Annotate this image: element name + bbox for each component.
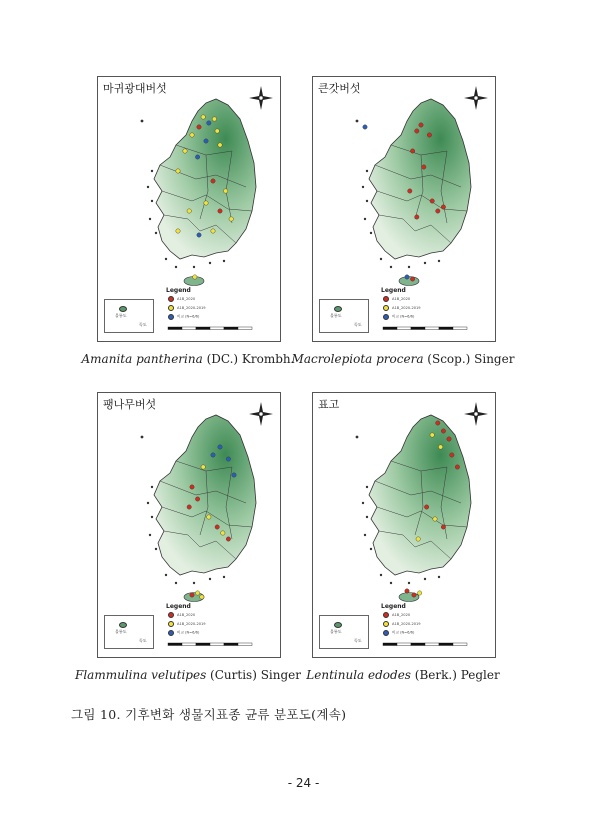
- korea-distribution-map: [351, 407, 491, 607]
- legend-title: Legend: [381, 603, 406, 610]
- inset-map-box: [104, 615, 154, 649]
- scale-bar: [166, 325, 262, 337]
- occurrence-marker: [441, 429, 445, 433]
- page-number: - 24 -: [287, 776, 320, 790]
- species-author: (DC.) Krombh.: [202, 352, 295, 366]
- legend-item-label: 비교 (N=6/6): [392, 314, 415, 319]
- occurrence-marker: [226, 457, 230, 461]
- occurrence-marker: [455, 465, 459, 469]
- occurrence-marker: [215, 525, 219, 529]
- legend-item-label: 비교 (N=6/6): [177, 630, 200, 635]
- occurrence-marker: [190, 133, 194, 137]
- species-name: Flammulina velutipes: [75, 668, 207, 682]
- legend-item-label: A1B_2020-2019: [177, 306, 206, 310]
- legend-item-label: A1B_2020: [392, 297, 411, 301]
- occurrence-marker: [218, 209, 222, 213]
- occurrence-marker: [427, 133, 431, 137]
- occurrence-marker: [187, 505, 191, 509]
- ulleungdo-island-shape: [334, 622, 342, 628]
- legend-dot-icon: [168, 612, 174, 618]
- occurrence-marker: [450, 453, 454, 457]
- legend-dot-icon: [383, 621, 389, 627]
- mainland-shape: [154, 415, 256, 575]
- scale-bar: [381, 641, 477, 653]
- legend-item: [168, 305, 206, 311]
- legend-dot-icon: [168, 314, 174, 320]
- occurrence-marker: [218, 143, 222, 147]
- legend-item-label: A1B_2020: [177, 613, 196, 617]
- occurrence-marker: [229, 217, 233, 221]
- panel-title: 팽나무버섯: [103, 398, 157, 411]
- ulleungdo-island-shape: [119, 306, 127, 312]
- panel-title: 표고: [318, 398, 340, 411]
- legend-item: [383, 630, 414, 636]
- scale-bar: [381, 325, 477, 337]
- occurrence-marker: [405, 275, 409, 279]
- legend-item: [383, 612, 410, 618]
- inset-label-ulleungdo: 울릉도: [115, 629, 127, 634]
- occurrence-marker: [441, 205, 445, 209]
- occurrence-marker: [190, 485, 194, 489]
- legend-item-label: 비교 (N=6/6): [392, 630, 415, 635]
- inset-map-box: [319, 299, 369, 333]
- occurrence-marker: [422, 165, 426, 169]
- legend-dot-icon: [383, 612, 389, 618]
- occurrence-marker: [207, 515, 211, 519]
- species-author: (Curtis) Singer: [206, 668, 301, 682]
- occurrence-marker: [197, 125, 201, 129]
- occurrence-marker: [410, 149, 414, 153]
- legend-dot-icon: [168, 296, 174, 302]
- legend-item-label: A1B_2020-2019: [392, 622, 421, 626]
- species-caption: [288, 352, 518, 366]
- occurrence-marker: [187, 209, 191, 213]
- occurrence-marker: [223, 189, 227, 193]
- occurrence-marker: [436, 209, 440, 213]
- occurrence-marker: [441, 525, 445, 529]
- legend-item: [383, 314, 414, 320]
- occurrence-marker: [176, 169, 180, 173]
- legend-dot-icon: [383, 305, 389, 311]
- legend-title: Legend: [166, 287, 191, 294]
- occurrence-marker: [201, 115, 205, 119]
- occurrence-marker: [221, 531, 225, 535]
- occurrence-marker: [405, 589, 409, 593]
- legend-item: [383, 621, 421, 627]
- species-author: (Scop.) Singer: [423, 352, 515, 366]
- inset-label-ulleungdo: 울릉도: [330, 629, 342, 634]
- occurrence-marker: [363, 125, 367, 129]
- occurrence-marker: [412, 593, 416, 597]
- occurrence-marker: [415, 129, 419, 133]
- occurrence-marker: [197, 233, 201, 237]
- species-name: Macrolepiota procera: [291, 352, 424, 366]
- legend-title: Legend: [381, 287, 406, 294]
- occurrence-marker: [211, 179, 215, 183]
- legend-title: Legend: [166, 603, 191, 610]
- occurrence-marker: [207, 121, 211, 125]
- occurrence-marker: [218, 445, 222, 449]
- legend-item-label: A1B_2020-2019: [392, 306, 421, 310]
- legend-dot-icon: [383, 296, 389, 302]
- species-caption: [288, 668, 518, 682]
- occurrence-marker: [215, 129, 219, 133]
- occurrence-marker: [436, 421, 440, 425]
- occurrence-marker: [416, 537, 420, 541]
- occurrence-marker: [176, 229, 180, 233]
- legend-item: [168, 621, 206, 627]
- inset-label-dokdo: 독도: [139, 638, 147, 643]
- occurrence-marker: [433, 517, 437, 521]
- legend-dot-icon: [383, 314, 389, 320]
- legend-dot-icon: [168, 630, 174, 636]
- species-caption: [73, 668, 303, 682]
- occurrence-marker: [417, 591, 421, 595]
- legend-item: [383, 296, 410, 302]
- korea-distribution-map: [136, 91, 276, 291]
- legend-dot-icon: [168, 621, 174, 627]
- legend-item: [168, 630, 199, 636]
- occurrence-marker: [410, 277, 414, 281]
- map-panel: [97, 392, 281, 658]
- inset-label-dokdo: 독도: [139, 322, 147, 327]
- ulleungdo-island-shape: [119, 622, 127, 628]
- occurrence-marker: [195, 155, 199, 159]
- scale-bar: [166, 641, 262, 653]
- occurrence-marker: [226, 537, 230, 541]
- occurrence-marker: [193, 275, 197, 279]
- legend-item: [168, 296, 195, 302]
- occurrence-marker: [204, 139, 208, 143]
- occurrence-marker: [430, 199, 434, 203]
- occurrence-marker: [183, 149, 187, 153]
- occurrence-marker: [200, 595, 204, 599]
- mainland-shape: [369, 415, 471, 575]
- inset-map-box: [319, 615, 369, 649]
- korea-distribution-map: [136, 407, 276, 607]
- species-author: (Berk.) Pegler: [410, 668, 500, 682]
- species-name: Amanita pantherina: [81, 352, 203, 366]
- legend-dot-icon: [168, 305, 174, 311]
- occurrence-marker: [204, 201, 208, 205]
- map-panel: [312, 76, 496, 342]
- occurrence-marker: [408, 189, 412, 193]
- species-name: Lentinula edodes: [306, 668, 411, 682]
- occurrence-marker: [190, 593, 194, 597]
- inset-label-ulleungdo: 울릉도: [330, 313, 342, 318]
- occurrence-marker: [430, 433, 434, 437]
- legend-item-label: A1B_2020: [177, 297, 196, 301]
- panel-title: 큰갓버섯: [318, 82, 361, 95]
- figure-caption: 그림 10. 기후변화 생물지표종 균류 분포도(계속): [71, 707, 347, 722]
- occurrence-marker: [211, 453, 215, 457]
- map-panel: [312, 392, 496, 658]
- mainland-shape: [154, 99, 256, 259]
- ulleungdo-island-shape: [334, 306, 342, 312]
- occurrence-marker: [232, 473, 236, 477]
- occurrence-marker: [211, 229, 215, 233]
- occurrence-marker: [419, 123, 423, 127]
- inset-label-ulleungdo: 울릉도: [115, 313, 127, 318]
- occurrence-marker: [212, 117, 216, 121]
- occurrence-marker: [195, 591, 199, 595]
- occurrence-marker: [201, 465, 205, 469]
- legend-dot-icon: [383, 630, 389, 636]
- inset-map-box: [104, 299, 154, 333]
- inset-label-dokdo: 독도: [354, 322, 362, 327]
- map-panel: [97, 76, 281, 342]
- occurrence-marker: [447, 437, 451, 441]
- panel-title: 마귀광대버섯: [103, 82, 167, 95]
- legend-item-label: 비교 (N=6/6): [177, 314, 200, 319]
- occurrence-marker: [438, 445, 442, 449]
- occurrence-marker: [195, 497, 199, 501]
- legend-item: [168, 314, 199, 320]
- korea-distribution-map: [351, 91, 491, 291]
- legend-item-label: A1B_2020: [392, 613, 411, 617]
- occurrence-marker: [415, 215, 419, 219]
- legend-item: [168, 612, 195, 618]
- occurrence-marker: [424, 505, 428, 509]
- legend-item: [383, 305, 421, 311]
- inset-label-dokdo: 독도: [354, 638, 362, 643]
- legend-item-label: A1B_2020-2019: [177, 622, 206, 626]
- species-caption: [73, 352, 303, 366]
